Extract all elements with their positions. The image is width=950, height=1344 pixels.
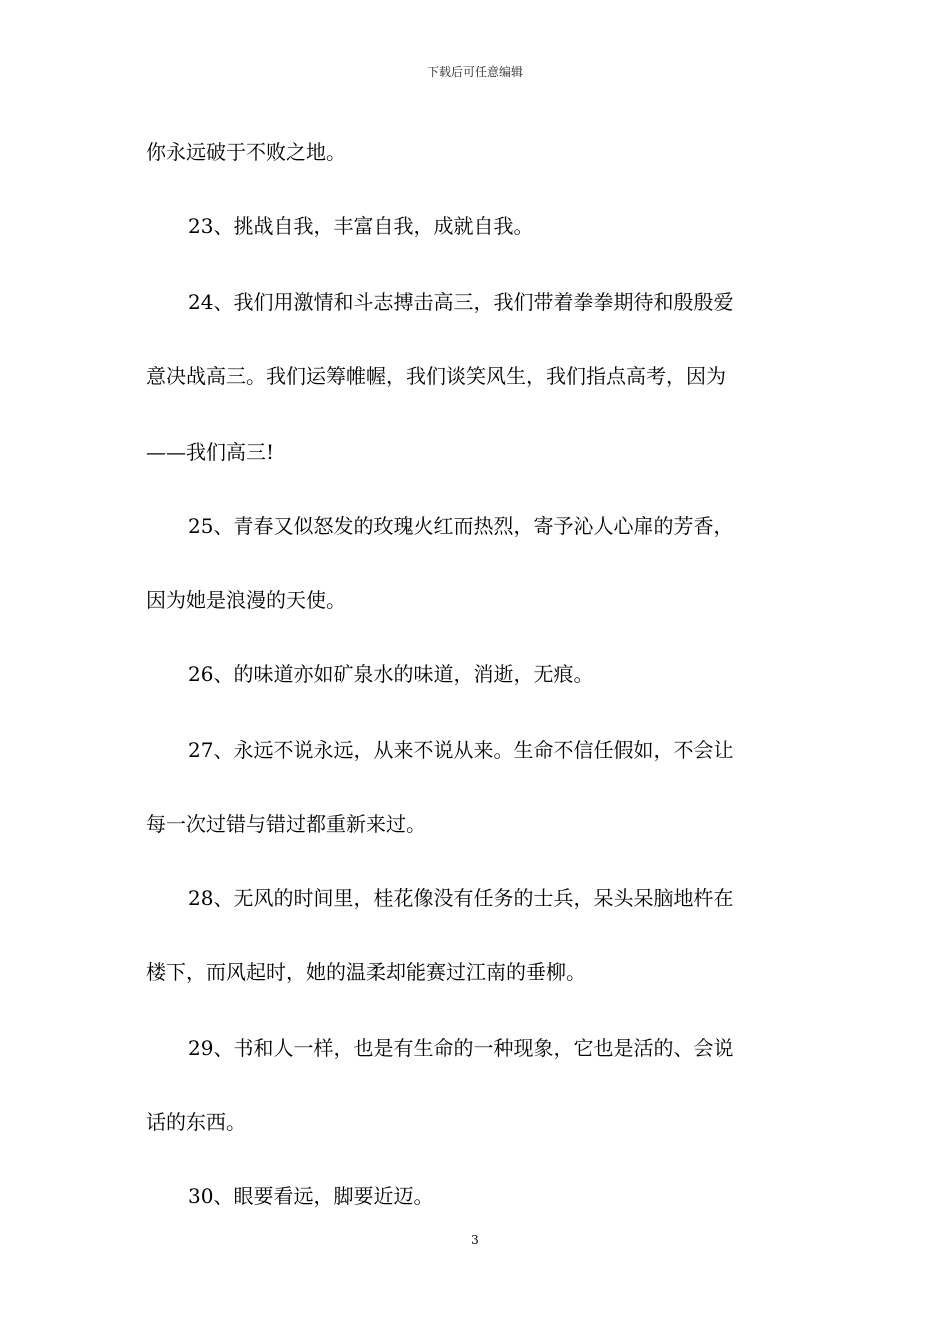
text-line: 每一次过错与错过都重新来过。 [146,812,426,836]
text-line: 30、眼要看远，脚要近迈。 [188,1184,434,1208]
text-line: ——我们高三! [146,440,275,464]
page-header: 下载后可任意编辑 [426,65,523,79]
text-line: 话的东西。 [146,1110,246,1134]
page-number: 3 [471,1233,479,1247]
text-line: 28、无风的时间里，桂花像没有任务的士兵，呆头呆脑地杵在 [188,886,734,910]
text-line: 你永远破于不败之地。 [146,140,346,164]
text-line: 25、青春又似怒发的玫瑰火红而热烈，寄予沁人心扉的芳香， [188,514,734,538]
text-line: 因为她是浪漫的天使。 [146,588,346,612]
text-line: 24、我们用激情和斗志搏击高三，我们带着拳拳期待和殷殷爱 [188,290,734,314]
text-line: 楼下，而风起时，她的温柔却能赛过江南的垂柳。 [146,960,586,984]
text-line: 26、的味道亦如矿泉水的味道，消逝，无痕。 [188,662,594,686]
text-line: 23、挑战自我，丰富自我，成就自我。 [188,214,534,238]
text-line: 27、永远不说永远，从来不说从来。生命不信任假如，不会让 [188,738,734,762]
text-line: 29、书和人一样，也是有生命的一种现象，它也是活的、会说 [188,1036,734,1060]
text-line: 意决战高三。我们运筹帷幄，我们谈笑风生，我们指点高考，因为 [146,364,726,388]
